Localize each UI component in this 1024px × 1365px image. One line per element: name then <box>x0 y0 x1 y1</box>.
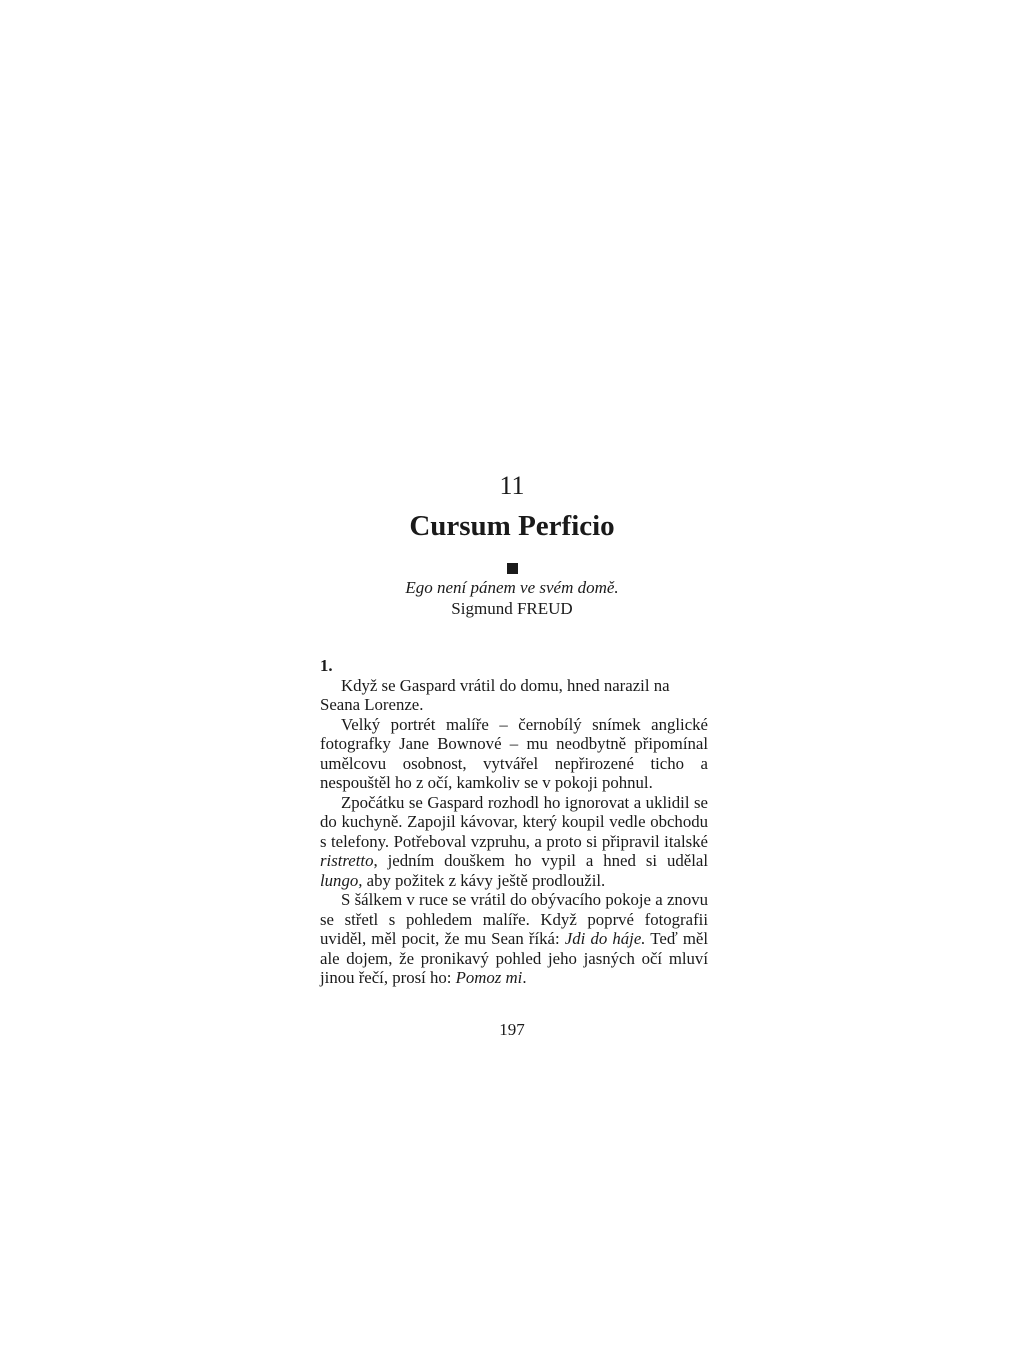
section-number: 1. <box>320 656 333 675</box>
body-text <box>320 656 708 988</box>
italic-term: lungo, <box>320 870 363 890</box>
italic-term: ristretto <box>320 851 374 870</box>
epigraph-quote: Ego není pánem ve svém domě. <box>405 578 619 597</box>
paragraph-2 <box>320 715 708 793</box>
italic-phrase: Pomoz mi <box>455 968 523 987</box>
paragraph-text: Teď měl ale dojem, že pronikavý pohled jeho jasných očí mluví jinou řečí, prosí ho: <box>320 929 708 987</box>
paragraph-text: Když se Gaspard vrátil do domu, hned narazil na Seana Lorenze. <box>320 675 670 714</box>
paragraph-4 <box>320 890 708 988</box>
epigraph-author: Sigmund FREUD <box>451 599 573 618</box>
paragraph-1 <box>320 676 708 715</box>
paragraph-text: S šálkem v ruce se vrátil do obývacího pokoje a znovu se střetl s pohledem malíře. Když poprvé fotografii uviděl, měl pocit, že mu Sean říká: <box>320 890 708 948</box>
page-number: 197 <box>499 1020 525 1039</box>
ornament-square <box>507 563 518 574</box>
paragraph-3 <box>320 793 708 891</box>
chapter-title: Cursum Perficio <box>409 510 615 542</box>
chapter-number: 11 <box>499 471 525 500</box>
paragraph-text: . <box>522 968 527 987</box>
paragraph-text: , jedním douškem ho vypil a hned si udělal <box>373 851 708 870</box>
italic-phrase: Jdi do háje. <box>564 929 646 948</box>
paragraph-text: Zpočátku se Gaspard rozhodl ho ignorovat a uklidil se do kuchyně. Zapojil kávovar, který koupil vedle obchodu s telefony. Potřeboval vzpruhu, a proto si připravil italské <box>320 792 708 851</box>
paragraph-text: aby požitek z kávy ještě prodloužil. <box>362 870 606 890</box>
paragraph-text: Velký portrét malíře – černobílý snímek anglické fotografky Jane Bownové – mu neodbytně připomínal umělcovu osobnost, vytvářel nepřirozené ticho a nespouštěl ho z očí, kamkoliv se v pokoji pohnul. <box>320 714 708 792</box>
